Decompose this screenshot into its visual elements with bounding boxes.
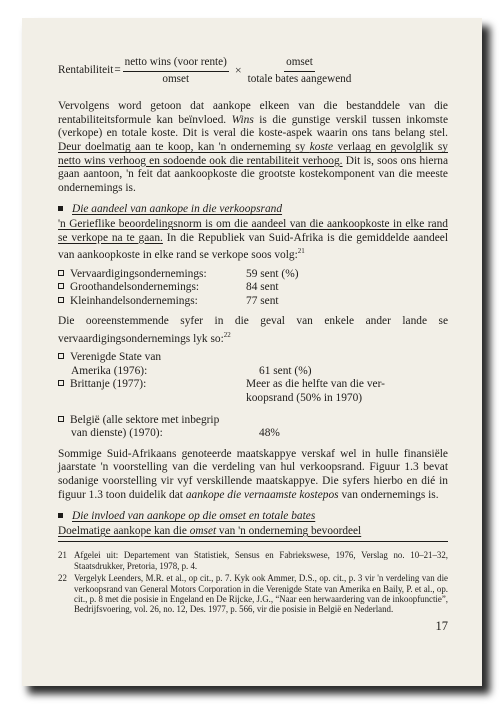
footnote: [58, 550, 448, 571]
list-value: koopsrand (50% in 1970): [246, 392, 363, 405]
italic-term: Wins: [231, 113, 254, 126]
footnote-ref: 21: [297, 247, 305, 256]
bullet-square-icon: [58, 513, 63, 518]
checkbox-square-icon: [58, 353, 64, 359]
list-value: 48%: [259, 427, 280, 440]
checkbox-square-icon: [58, 283, 64, 289]
fraction-numerator: omset: [284, 56, 315, 72]
footnote-text: Vergelyk Leenders, M.R. et al., op cit., p. 7. Kyk ook Ammer, D.S., op. cit., p. 3 vir 'n verdeling van die verkoopsrand van General Motors Corporation in die Verenigde State van Amerika en Baily, P. et al., op. cit., p. 8 met die posisie in Engeland en De Rijcke, J.G., “Naar een herwaardering van de inkoopfunctie”, Bedrijfsvoering, vol. 26, no. 12, Des. 1977, p. 566, vir die posisie in België en Nederland.: [74, 573, 448, 615]
book-page: [22, 18, 482, 686]
text-run: van ondernemings is.: [338, 488, 439, 501]
text-run: verlaag en gevolglik sy netto wins verhoog en sodoende ook die rentabiliteit verhoog.: [58, 140, 448, 167]
sa-list: [58, 268, 448, 309]
footnote-text: Afgelei uit: Departement van Statistiek, Sensus en Fabriekswese, 1976, Verslag no. 10–21–32, Staatsdrukker, Pretoria, 1978, p. 4.: [74, 550, 448, 571]
text-run: Sommige Suid-Afrikaans genoteerde maatskappye verskaf wel in hulle finansiële jaarstate 'n voorstelling van die verdeling van hul verkoopsrand. Figuur 1.3 bevat sodanige voorstelling vir vyf verskillende maatskappye. Die syfers hierbo en dié in figuur 1.3 toon duidelik dat: [58, 447, 448, 501]
list-item: [58, 414, 448, 428]
paragraph-norm: [58, 218, 448, 263]
list-label: Kleinhandelsondernemings:: [70, 294, 198, 307]
list-label: België (alle sektore met inbegrip: [70, 413, 220, 426]
page-number: 17: [435, 619, 448, 634]
section-heading-turnover: [58, 510, 448, 524]
list-item: [58, 295, 448, 309]
footnote: [58, 573, 448, 615]
text-run: Vervolgens word getoon dat aankope elkeen van die bestanddele van die rentabiliteitsformule kan beïnvloed.: [58, 100, 448, 126]
checkbox-square-icon: [58, 270, 64, 276]
bullet-square-icon: [58, 206, 63, 211]
list-item: [58, 351, 448, 365]
text-run: Dit is, soos ons hierna gaan aantoon, 'n feit dat aankoopkoste die grootste kostekomponent van die meeste ondernemings is.: [58, 154, 449, 194]
section-heading-sales-share: [58, 203, 448, 217]
list-label: Brittanje (1977):: [70, 378, 147, 391]
text-run: Die ooreenstemmende syfer in die geval van enkele ander lande se vervaardigingsondernemings lyk so:: [58, 315, 448, 345]
italic-term: koste: [309, 140, 334, 153]
checkbox-square-icon: [58, 416, 64, 422]
underlined-sentence: van 'n onderneming bevoordeel: [216, 524, 362, 537]
list-item: [58, 281, 448, 295]
fraction-numerator: netto wins (voor rente): [123, 56, 229, 72]
checkbox-square-icon: [58, 297, 64, 303]
countries-list: [58, 351, 448, 441]
list-item: [58, 427, 448, 441]
footnote-number: 21: [58, 550, 67, 561]
list-label: van dienste) (1970):: [71, 427, 163, 440]
italic-term: aankope die vernaamste kostepos: [185, 488, 339, 501]
text-run: is die gunstige verskil tussen inkomste (verkope) en totale koste. Dit is veral die koste-aspek waarin ons tans belang stel.: [58, 113, 448, 140]
text-run: In die Republiek van Suid-Afrika is die gemiddelde aandeel van aankoopkoste in elke rand se verkope soos volg:: [58, 231, 449, 261]
heading-text: Die invloed van aankope op die omset en totale bates: [72, 510, 316, 523]
list-value: 59 sent (%): [246, 267, 299, 280]
list-label: Amerika (1976):: [71, 364, 148, 377]
heading-text: Die aandeel van aankope in die verkoopsrand: [72, 203, 283, 216]
footnotes: [58, 550, 448, 614]
paragraph-profit: [58, 100, 448, 195]
fraction-denominator: omset: [162, 72, 190, 85]
fraction-profit-turnover: [123, 56, 229, 86]
list-value: 77 sent: [246, 294, 279, 307]
checkbox-square-icon: [58, 380, 64, 386]
list-item: [58, 365, 448, 379]
footnote-number: 22: [58, 573, 67, 584]
list-label: Groothandelsondernemings:: [70, 281, 200, 294]
fraction-turnover-assets: [248, 56, 352, 86]
italic-term: omset: [189, 524, 217, 537]
paragraph-other-countries: [58, 315, 448, 346]
list-item: [58, 268, 448, 282]
list-label: Verenigde State van: [70, 351, 162, 364]
list-item: [58, 378, 448, 392]
formula-equals: =: [114, 64, 121, 77]
footnote-ref: 22: [223, 330, 231, 339]
list-value: 61 sent (%): [259, 364, 312, 377]
paragraph-efficient: [58, 525, 448, 543]
rentabiliteit-formula: [58, 56, 448, 86]
paragraph-figure: [58, 448, 448, 502]
list-value: 84 sent: [246, 281, 279, 294]
formula-times: ×: [234, 63, 242, 78]
list-item: [58, 392, 448, 406]
list-value: Meer as die helfte van die ver-: [246, 378, 385, 391]
text-run: Deur doelmatig aan te koop, kan 'n onderneming sy: [58, 140, 310, 153]
formula-label: Rentabiliteit: [58, 64, 114, 77]
underlined-sentence: Doelmatige aankope kan die: [58, 524, 190, 537]
fraction-denominator: totale bates aangewend: [247, 72, 352, 85]
list-label: Vervaardigingsondernemings:: [70, 267, 207, 280]
underlined-sentence: 'n Gerieflike beoordelingsnorm is om die aandeel van die aankoopkoste in elke rand se verkope na te gaan.: [58, 217, 448, 244]
